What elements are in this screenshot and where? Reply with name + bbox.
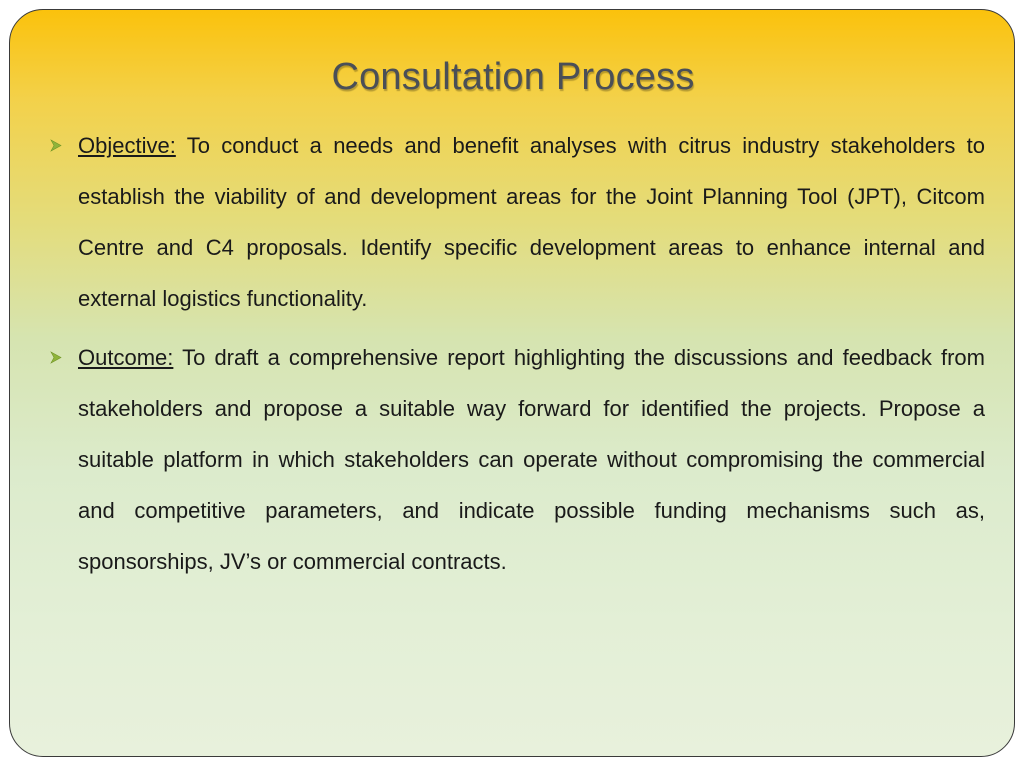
objective-text: To conduct a needs and benefit analyses with citrus industry stakeholders to establish the viability of and development areas for the Joint Planning Tool (JPT), Citcom Centre and C4 proposals. Identify specific development areas to enhance internal and external logistics functionality. bbox=[78, 133, 986, 311]
arrow-bullet-icon bbox=[48, 120, 64, 171]
arrow-bullet-icon bbox=[48, 332, 64, 383]
outcome-text: To draft a comprehensive report highlighting the discussions and feedback from stakeholders and propose a suitable way forward for identified the projects. Propose a suitable platform in which stakeholders can operate without compromising the commercial and competitive parameters, and indicate possible funding mechanisms such as, sponsorships, JV’s or commercial contracts. bbox=[78, 345, 985, 574]
bullet-objective bbox=[78, 120, 985, 324]
outcome-label: Outcome: bbox=[78, 345, 174, 370]
bullet-list bbox=[78, 120, 985, 595]
bullet-outcome bbox=[78, 332, 985, 587]
objective-label: Objective: bbox=[78, 133, 176, 158]
slide-title: Consultation Process bbox=[331, 56, 695, 98]
slide bbox=[9, 9, 1015, 757]
